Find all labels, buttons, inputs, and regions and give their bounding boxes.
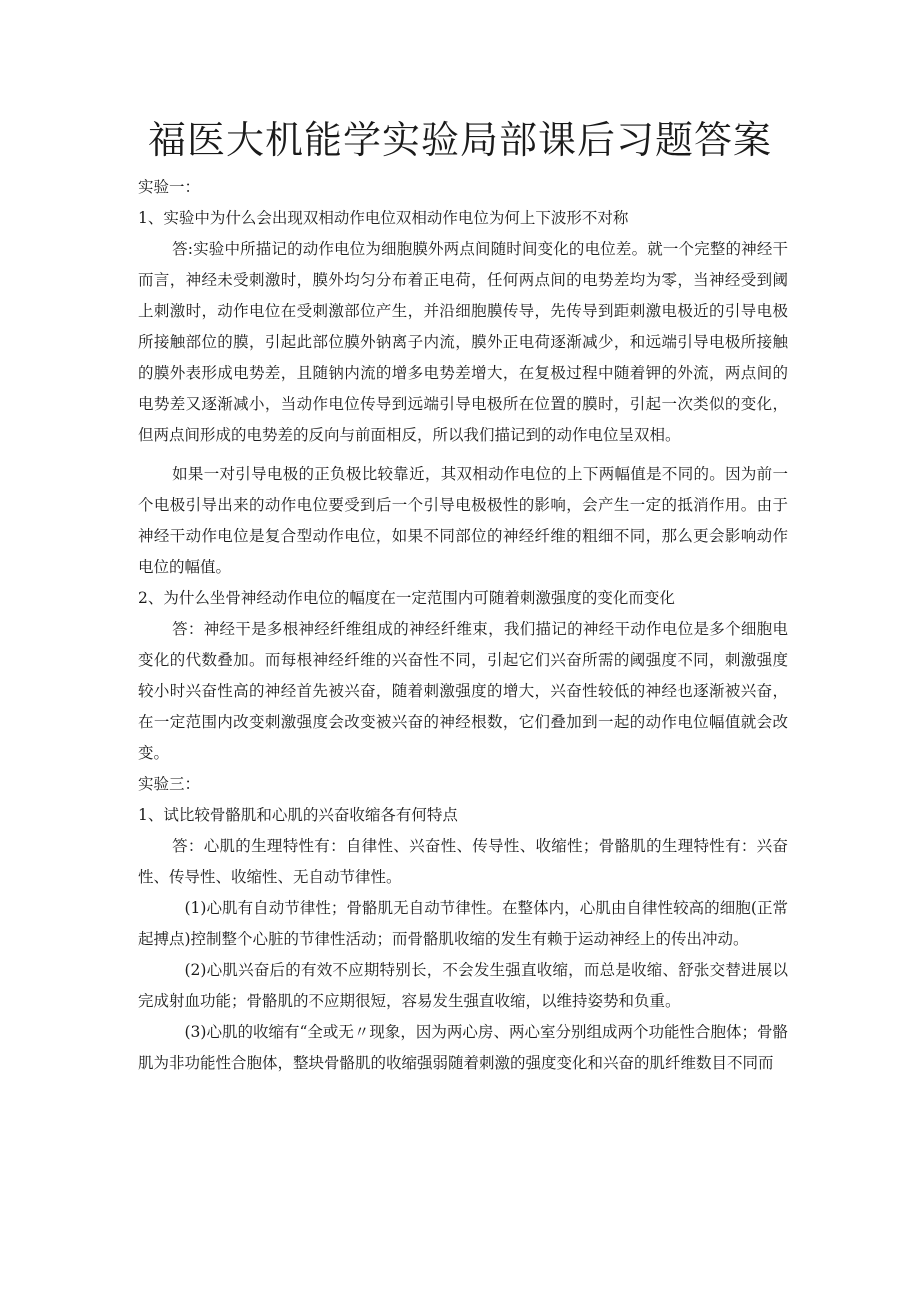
section-heading-experiment-3: 实验三： bbox=[138, 775, 201, 793]
question-1: 1、实验中为什么会出现双相动作电位双相动作电位为何上下波形不对称 bbox=[138, 209, 629, 227]
page-title: 福医大机能学实验局部课后习题答案 bbox=[147, 118, 772, 162]
answer-3-point-1: (1)心肌有自动节律性；骨骼肌无自动节律性。在整体内，心肌由自律性较高的细胞(正常起搏点)控制整个心脏的节律性活动；而骨骼肌收缩的发生有赖于运动神经上的传出冲动。 bbox=[138, 899, 788, 948]
question-2: 2、为什么坐骨神经动作电位的幅度在一定范围内可随着刺激强度的变化而变化 bbox=[138, 589, 675, 607]
section-heading-experiment-1: 实验一： bbox=[138, 178, 201, 196]
answer-1-paragraph-1: 答:实验中所描记的动作电位为细胞膜外两点间随时间变化的电位差。就一个完整的神经干而言，神经未受刺激时，膜外均匀分布着正电荷，任何两点间的电势差均为零，当神经受到阈上刺激时，动作电位在受刺激部位产生，并沿细胞膜传导，先传导到距刺激电极近的引导电极所接触部位的膜，引起此部位膜外钠离子内流，膜外正电荷逐渐减少，和远端引导电极所接触的膜外表形成电势差，且随钠内流的增多电势差增大，在复极过程中随着钾的外流，两点间的电势差又逐渐减小，当动作电位传导到远端引导电极所在位置的膜时，引起一次类似的变化，但两点间形成的电势差的反向与前面相反，所以我们描记到的动作电位呈双相。 bbox=[138, 240, 788, 444]
question-3: 1、试比较骨骼肌和心肌的兴奋收缩各有何特点 bbox=[138, 806, 458, 824]
document-body bbox=[138, 172, 788, 1079]
answer-3-intro: 答：心肌的生理特性有：自律性、兴奋性、传导性、收缩性；骨骼肌的生理特性有：兴奋性、传导性、收缩性、无自动节律性。 bbox=[138, 837, 788, 886]
answer-2: 答：神经干是多根神经纤维组成的神经纤维束，我们描记的神经干动作电位是多个细胞电变化的代数叠加。而每根神经纤维的兴奋性不同，引起它们兴奋所需的阈强度不同，刺激强度较小时兴奋性高的神经首先被兴奋，随着刺激强度的增大，兴奋性较低的神经也逐渐被兴奋，在一定范围内改变刺激强度会改变被兴奋的神经根数，它们叠加到一起的动作电位幅值就会改变。 bbox=[138, 620, 788, 762]
answer-1-paragraph-2: 如果一对引导电极的正负极比较靠近，其双相动作电位的上下两幅值是不同的。因为前一个电极引导出来的动作电位要受到后一个引导电极极性的影响，会产生一定的抵消作用。由于神经干动作电位是复合型动作电位，如果不同部位的神经纤维的粗细不同，那么更会影响动作电位的幅值。 bbox=[138, 465, 788, 576]
answer-3-point-3: (3)心肌的收缩有“全或无〃现象，因为两心房、两心室分别组成两个功能性合胞体；骨骼肌为非功能性合胞体，整块骨骼肌的收缩强弱随着刺激的强度变化和兴奋的肌纤维数目不同而 bbox=[138, 1023, 788, 1072]
answer-3-point-2: (2)心肌兴奋后的有效不应期特别长，不会发生强直收缩，而总是收缩、舒张交替进展以完成射血功能；骨骼肌的不应期很短，容易发生强直收缩，以维持姿势和负重。 bbox=[138, 961, 788, 1010]
